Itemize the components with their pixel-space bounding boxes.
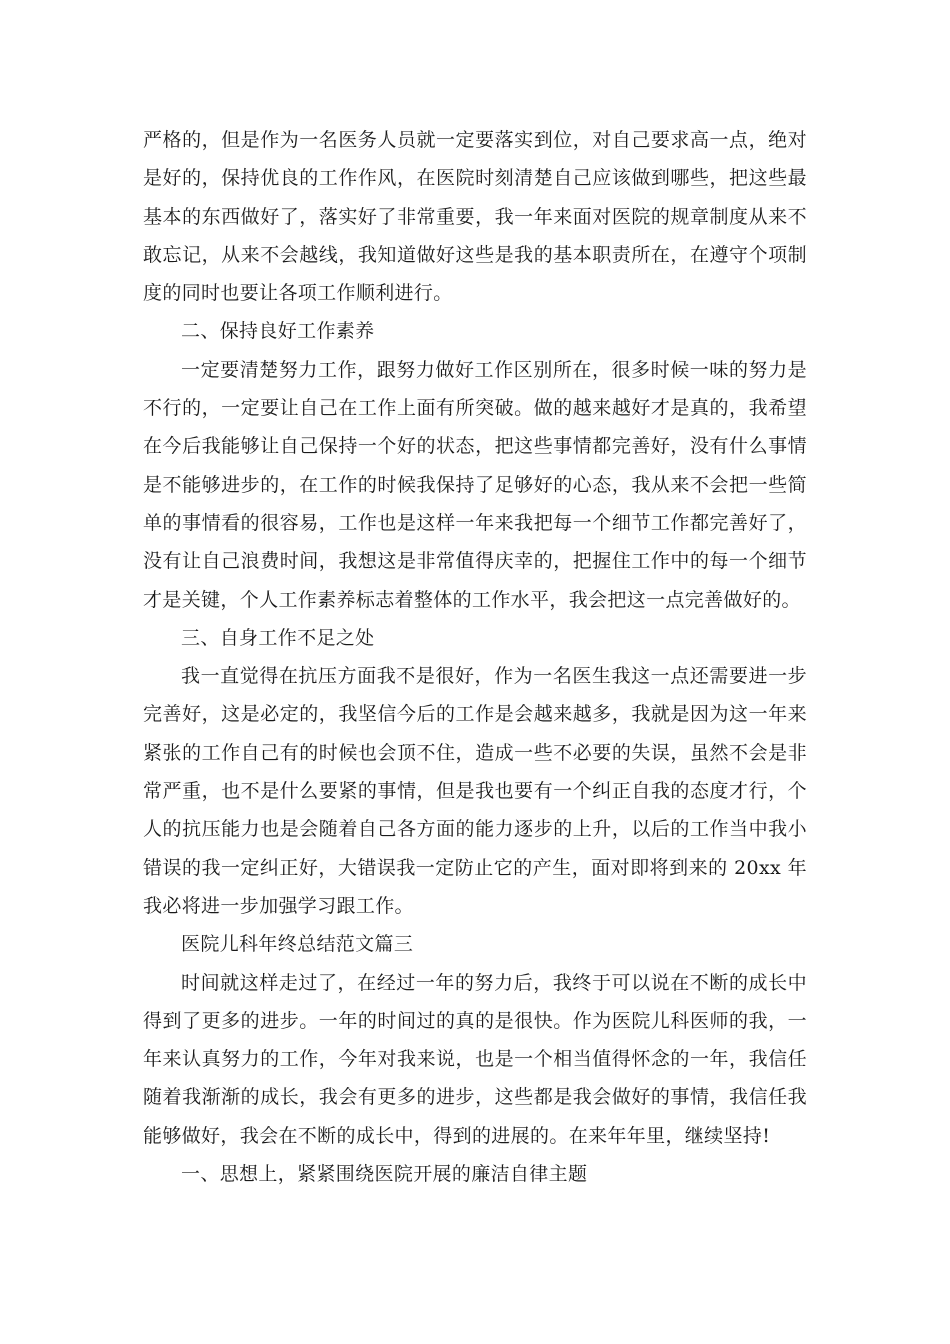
section-heading-work-quality: 二、保持良好工作素养 bbox=[181, 320, 375, 343]
section-heading-shortcomings: 三、自身工作不足之处 bbox=[181, 626, 375, 649]
paragraph-intro-part-three: 时间就这样走过了，在经过一年的努力后，我终于可以说在不断的成长中得到了更多的进步。一年的时间过的真的是很快。作为医院儿科医师的我，一年来认真努力的工作，今年对我来说，也是一个相当值得怀念的一年，我信任随着我渐渐的成长，我会有更多的进步，这些都是我会做好的事情，我信任我能够做好，我会在不断的成长中，得到的进展的。在来年年里，继续坚持! bbox=[143, 971, 807, 1147]
article-title-part-three: 医院儿科年终总结范文篇三 bbox=[181, 933, 414, 956]
paragraph-work-quality: 一定要清楚努力工作，跟努力做好工作区别所在，很多时候一味的努力是不行的，一定要让自己在工作上面有所突破。做的越来越好才是真的，我希望在今后我能够让自己保持一个好的状态，把这些事情都完善好，没有什么事情是不能够进步的，在工作的时候我保持了足够好的心态，我从来不会把一些简单的事情看的很容易，工作也是这样一年来我把每一个细节工作都完善好了，没有让自己浪费时间，我想这是非常值得庆幸的，把握住工作中的每一个细节才是关键，个人工作素养标志着整体的工作水平，我会把这一点完善做好的。 bbox=[143, 358, 807, 611]
paragraph-continued: 严格的，但是作为一名医务人员就一定要落实到位，对自己要求高一点，绝对是好的，保持优良的工作作风，在医院时刻清楚自己应该做到哪些，把这些最基本的东西做好了，落实好了非常重要，我一年来面对医院的规章制度从来不敢忘记，从来不会越线，我知道做好这些是我的基本职责所在，在遵守个项制度的同时也要让各项工作顺利进行。 bbox=[143, 129, 807, 305]
section-heading-ideology: 一、思想上，紧紧围绕医院开展的廉洁自律主题 bbox=[181, 1163, 588, 1186]
paragraph-shortcomings: 我一直觉得在抗压方面我不是很好，作为一名医生我这一点还需要进一步完善好，这是必定的，我坚信今后的工作是会越来越多，我就是因为这一年来紧张的工作自己有的时候也会顶不住，造成一些不必要的失误，虽然不会是非常严重，也不是什么要紧的事情，但是我也要有一个纠正自我的态度才行，个人的抗压能力也是会随着自己各方面的能力逐步的上升，以后的工作当中我小错误的我一定纠正好，大错误我一定防止它的产生，面对即将到来的 20xx 年我必将进一步加强学习跟工作。 bbox=[143, 665, 807, 917]
document-body bbox=[143, 121, 807, 1193]
